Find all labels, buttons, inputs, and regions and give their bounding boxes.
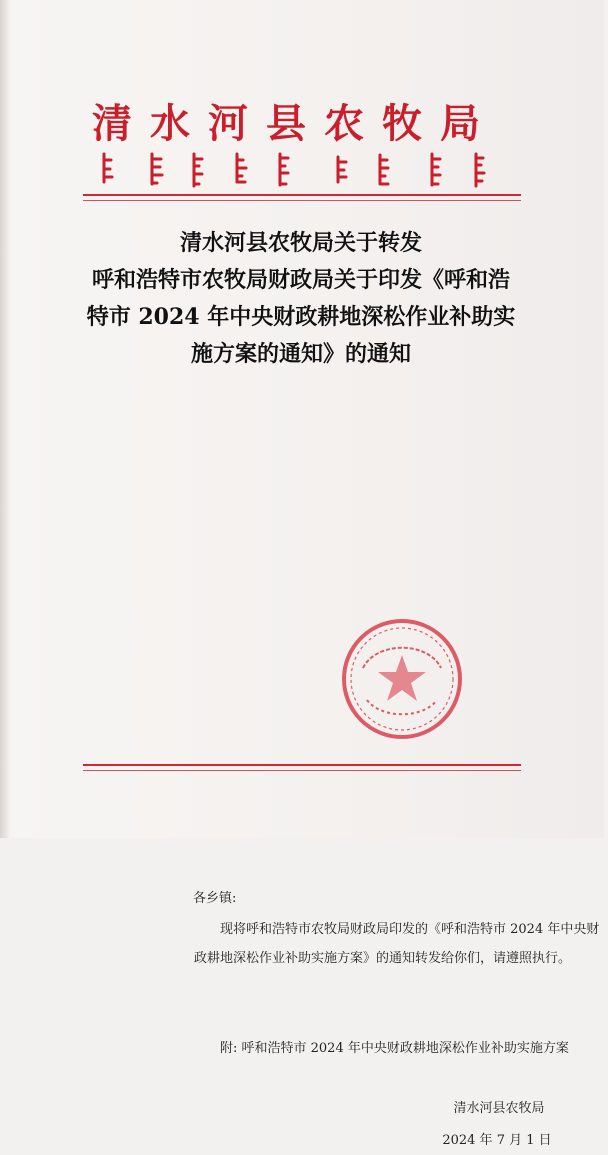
header-rule-thin (83, 200, 521, 201)
organization-title: 清水河县农牧局 (92, 100, 498, 147)
title-line: 施方案的通知》的通知 (190, 341, 411, 367)
attachment-line: 附: 呼和浩特市 2024 年中央财政耕地深松作业补助实施方案 (220, 1041, 569, 1056)
document-title (78, 225, 524, 373)
footer-rule-thin (83, 770, 521, 771)
title-line: 呼和浩特市农牧局财政局关于印发《呼和浩 (91, 267, 510, 293)
header-rule (83, 194, 521, 196)
recipient-line: 各乡镇: (193, 891, 237, 906)
issuer-name: 清水河县农牧局 (453, 1101, 545, 1116)
issue-date: 2024 年 7 月 1 日 (442, 1133, 552, 1148)
mongolian-script-line (98, 146, 502, 192)
scan-edge (0, 0, 10, 838)
footer-rule (83, 764, 521, 766)
title-line: 特市 2024 年中央财政耕地深松作业补助实 (86, 304, 516, 330)
body-paragraph: 现将呼和浩特市农牧局财政局印发的《呼和浩特市 2024 年中央财政耕地深松作业补助实施方案》的通知转发给你们，请遵照执行。 (194, 922, 600, 966)
title-line: 清水河县农牧局关于转发 (179, 230, 422, 256)
official-seal (334, 611, 470, 747)
